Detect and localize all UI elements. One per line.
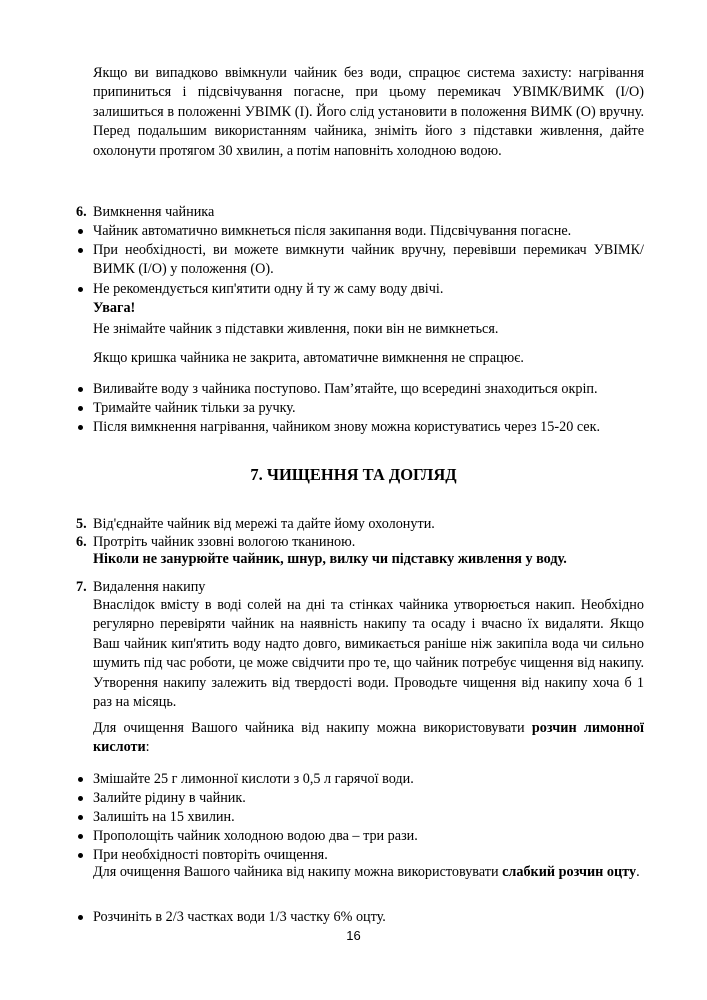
bullet-icon bbox=[78, 248, 83, 253]
bullet-icon bbox=[78, 425, 83, 430]
bullet-icon bbox=[78, 796, 83, 801]
item-5-text: Від'єднайте чайник від мережі та дайте йому охолонути. bbox=[93, 516, 435, 532]
item-6-warning: Ніколи не занурюйте чайник, шнур, вилку чи підставку живлення у воду. bbox=[93, 551, 567, 567]
page-number: 16 bbox=[346, 928, 361, 943]
vinegar-post-text: . bbox=[636, 864, 640, 880]
section-heading: 7. ЧИЩЕННЯ ТА ДОГЛЯД bbox=[250, 465, 457, 484]
bullet-icon bbox=[78, 229, 83, 234]
citric-pre-text: Для очищення Вашого чайника від накипу можна використовувати bbox=[93, 720, 532, 736]
bullet-icon bbox=[78, 777, 83, 782]
bullet-icon bbox=[78, 387, 83, 392]
citric-step-5: При необхідності повторіть очищення. bbox=[93, 847, 328, 863]
bullet-icon bbox=[78, 815, 83, 820]
citric-post-text: : bbox=[145, 739, 150, 756]
bullet-icon bbox=[78, 915, 83, 920]
vinegar-step: Розчиніть в 2/3 частках води 1/3 частку 6% оцту. bbox=[93, 909, 386, 925]
item-6-text: Протріть чайник ззовні вологою тканиною. bbox=[93, 534, 356, 550]
vinegar-paragraph bbox=[93, 863, 644, 882]
section-6-bullet-4: Виливайте воду з чайника поступово. Пам’ятайте, що всередині знаходиться окріп. bbox=[93, 381, 598, 397]
citric-acid-paragraph bbox=[93, 719, 644, 758]
bullet-icon bbox=[78, 853, 83, 858]
citric-step-2: Залийте рідину в чайник. bbox=[93, 790, 246, 806]
vinegar-pre-text: Для очищення Вашого чайника від накипу можна використовувати bbox=[93, 864, 503, 880]
item-7-title: Видалення накипу bbox=[93, 579, 206, 595]
section-6-bullet-3: Не рекомендується кип'ятити одну й ту ж саму воду двічі. bbox=[93, 281, 444, 297]
attention-label: Увага! bbox=[93, 300, 136, 316]
section-6-bullet-6: Після вимкнення нагрівання, чайником знову можна користуватись через 15-20 сек. bbox=[93, 419, 601, 435]
bullet-icon bbox=[78, 287, 83, 292]
section-6-bullet-5: Тримайте чайник тільки за ручку. bbox=[93, 400, 296, 416]
warning-2: Якщо кришка чайника не закрита, автоматичне вимкнення не спрацює. bbox=[93, 350, 524, 366]
bullet-icon bbox=[78, 406, 83, 411]
section-6-number: 6. bbox=[76, 204, 87, 220]
warning-1: Не знімайте чайник з підставки живлення, поки він не вимкнеться. bbox=[93, 321, 499, 337]
citric-step-4: Прополощіть чайник холодною водою два – три рази. bbox=[93, 828, 418, 844]
intro-paragraph: Якщо ви випадково ввімкнули чайник без води, спрацює система захисту: нагрівання припиниться і підсвічування погасне, при цьому перемикач УВІМК/ВИМК (І/О) залишиться в положенні УВІМК (І). Його слід установити в положення ВИМК (О) вручну. Перед подальшим використанням чайника, зніміть його з підставки живлення, дайте охолонути протягом 30 хвилин, а потім наповніть холодною водою. bbox=[93, 65, 644, 159]
item-5-number: 5. bbox=[76, 516, 87, 532]
section-6-bullet-2: При необхідності, ви можете вимкнути чайник вручну, перевівши перемикач УВІМК/ВИМК (І/О) у положення (О). bbox=[93, 242, 644, 278]
bullet-icon bbox=[78, 834, 83, 839]
item-7-description: Внаслідок вмісту в воді солей на дні та стінках чайника утворюється накип. Необхідно регулярно перевіряти чайник на наявність накипу та осаду і вчасно їх видаляти. Якщо Ваш чайник кип'ятить воду надто довго, вимикається раніше ніж закипіла вода чи сильно шумить під час роботи, це може свідчити про те, що чайник потребує чищення від накипу. Утворення накипу залежить від твердості води. Проводьте чищення від накипу хоча б 1 раз на місяць. bbox=[93, 597, 644, 711]
citric-solution-term: розчин лимонної кислоти bbox=[93, 720, 645, 756]
item-6-number: 6. bbox=[76, 534, 87, 550]
vinegar-solution-term: слабкий розчин оцту bbox=[502, 864, 637, 880]
section-6-bullet-1: Чайник автоматично вимкнеться після закипання води. Підсвічування погасне. bbox=[93, 223, 572, 239]
citric-step-1: Змішайте 25 г лимонної кислоти з 0,5 л гарячої води. bbox=[93, 771, 414, 787]
item-7-number: 7. bbox=[76, 579, 87, 595]
section-6-title: Вимкнення чайника bbox=[93, 204, 215, 220]
citric-step-3: Залишіть на 15 хвилин. bbox=[93, 809, 235, 825]
